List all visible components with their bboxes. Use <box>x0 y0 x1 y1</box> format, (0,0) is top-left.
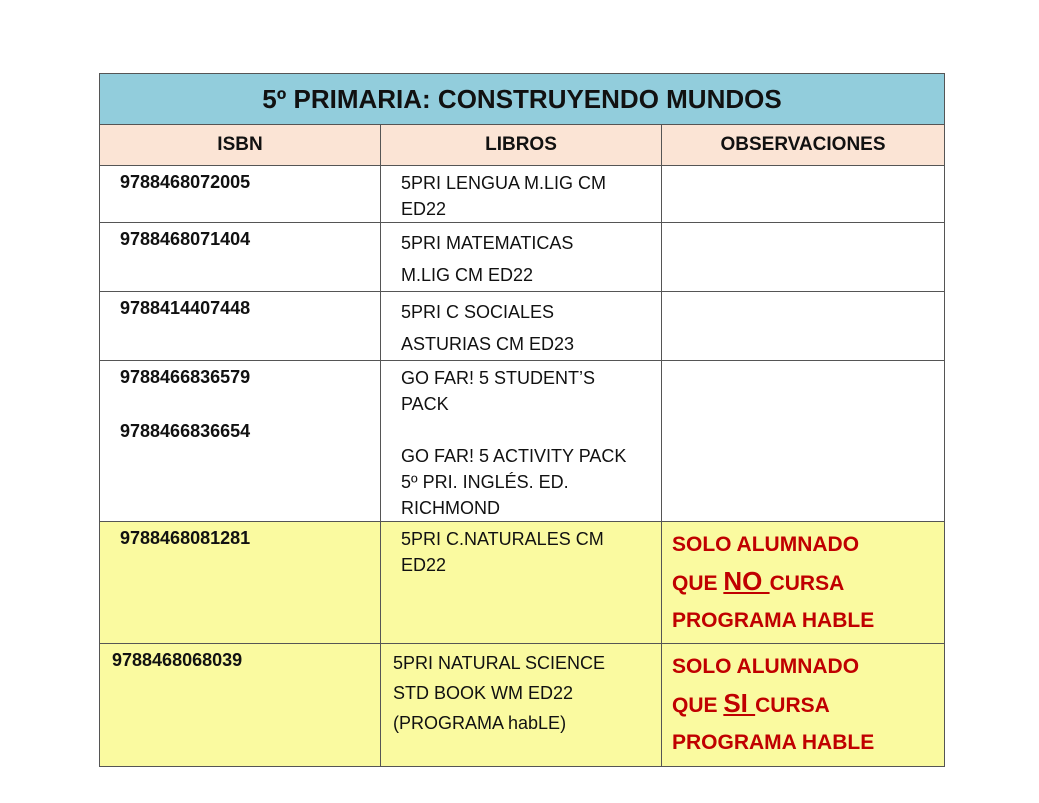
book-cell <box>381 361 662 522</box>
book-cell <box>381 223 662 292</box>
note-prefix: QUE <box>672 694 724 717</box>
isbn-cell <box>100 522 381 644</box>
isbn-cell <box>100 292 381 361</box>
book-line: STD BOOK WM ED22 <box>393 683 574 703</box>
table-title: 5º PRIMARIA: CONSTRUYENDO MUNDOS <box>100 74 945 125</box>
isbn-cell <box>100 644 381 767</box>
book-line: GO FAR! 5 STUDENT’S <box>401 368 596 388</box>
book-cell <box>381 292 662 361</box>
header-row <box>100 125 945 166</box>
observation-cell <box>662 292 945 361</box>
isbn-value: 9788466836579 <box>120 367 251 387</box>
isbn-cell <box>100 361 381 522</box>
book-line: 5PRI C.NATURALES CM <box>401 529 604 549</box>
note-suffix: CURSA <box>755 694 830 717</box>
header-isbn: ISBN <box>100 125 381 166</box>
observation-cell <box>662 522 945 644</box>
book-line: PACK <box>401 394 449 414</box>
note-line: SOLO ALUMNADO <box>672 655 860 678</box>
book-line: RICHMOND <box>401 498 500 518</box>
book-line: 5PRI C SOCIALES <box>401 302 555 322</box>
table-row <box>100 223 945 292</box>
book-line: GO FAR! 5 ACTIVITY PACK <box>401 446 627 466</box>
observation-cell <box>662 166 945 223</box>
observation-cell <box>662 361 945 522</box>
observation-cell <box>662 223 945 292</box>
note-line <box>672 563 944 602</box>
book-line: ASTURIAS CM ED23 <box>401 334 575 354</box>
note-line: PROGRAMA HABLE <box>672 731 875 754</box>
table-row <box>100 644 945 767</box>
book-list-table <box>99 73 945 767</box>
book-cell <box>381 166 662 223</box>
note-prefix: QUE <box>672 572 724 595</box>
book-line: 5PRI LENGUA M.LIG CM <box>401 173 607 193</box>
book-line: 5PRI MATEMATICAS <box>401 233 574 253</box>
isbn-value: 9788468072005 <box>120 172 251 192</box>
isbn-cell <box>100 166 381 223</box>
book-line: M.LIG CM ED22 <box>401 265 534 285</box>
header-libros: LIBROS <box>381 125 662 166</box>
isbn-value: 9788468071404 <box>120 229 251 249</box>
isbn-cell <box>100 223 381 292</box>
note-keyword: NO <box>723 566 770 596</box>
book-line: 5º PRI. INGLÉS. ED. <box>401 472 569 492</box>
note-keyword: SI <box>723 688 756 718</box>
isbn-value: 9788414407448 <box>120 298 251 318</box>
book-cell <box>381 522 662 644</box>
table-row <box>100 522 945 644</box>
note-line: PROGRAMA HABLE <box>672 609 875 632</box>
isbn-value: 9788466836654 <box>120 421 251 441</box>
table-row <box>100 361 945 522</box>
book-line: 5PRI NATURAL SCIENCE <box>393 653 606 673</box>
note-line <box>672 685 944 724</box>
title-row <box>100 74 945 125</box>
observation-cell <box>662 644 945 767</box>
isbn-value: 9788468081281 <box>120 528 251 548</box>
book-cell <box>381 644 662 767</box>
book-line: ED22 <box>401 555 447 575</box>
header-observaciones: OBSERVACIONES <box>662 125 945 166</box>
note-suffix: CURSA <box>769 572 845 595</box>
isbn-value: 9788468068039 <box>112 650 243 670</box>
table-row <box>100 166 945 223</box>
book-line: (PROGRAMA habLE) <box>393 713 567 733</box>
book-line: ED22 <box>401 199 447 219</box>
table-row <box>100 292 945 361</box>
note-line: SOLO ALUMNADO <box>672 533 860 556</box>
